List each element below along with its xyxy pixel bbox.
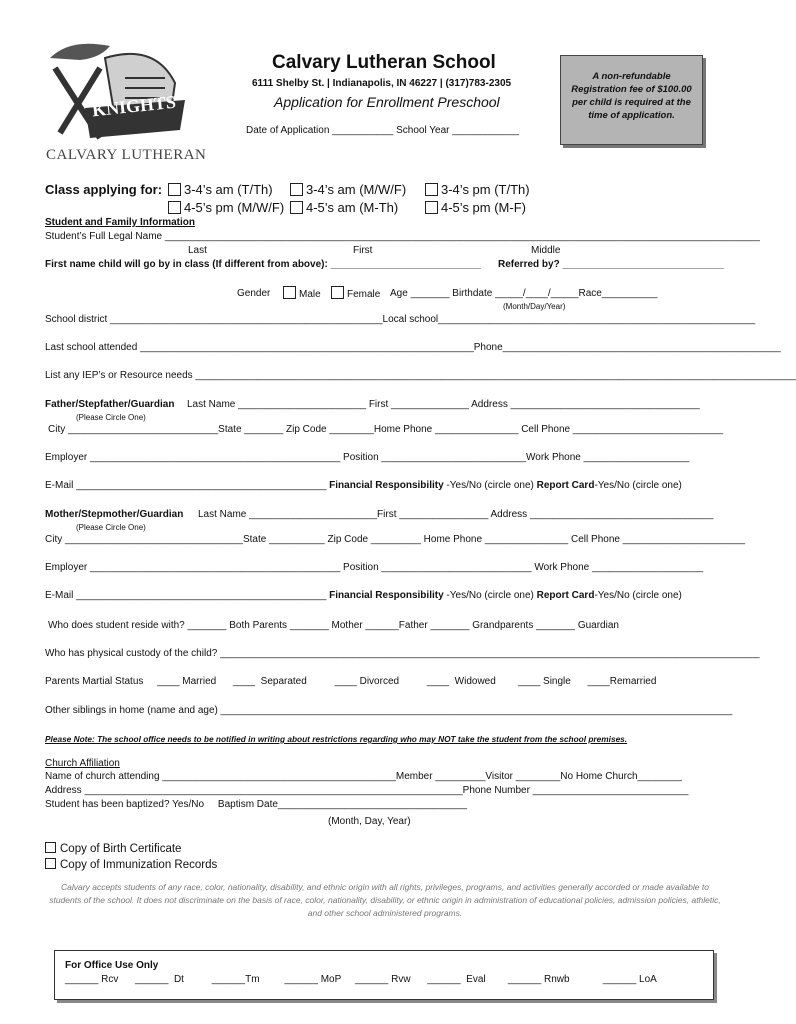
middle-label: Middle	[531, 245, 561, 256]
father-label: Father/Stepfather/Guardian	[45, 399, 175, 410]
last-label: Last	[188, 245, 207, 256]
office-use-title: For Office Use Only	[65, 960, 159, 971]
non-discrimination-statement: Calvary accepts students of any race, color, nationality, disability, and ethnic origin with all rights, privileges, programs, and activities generally accorded or made available to students of the school. It does not discriminate on the basis of race, color, nationality, disability, or ethnic origin in administration of educational policies, admission policies, athletic, and other school administered programs.	[49, 882, 721, 918]
class-option-3[interactable]: 3-4’s pm (T/Th)	[425, 182, 530, 197]
checkbox-icon[interactable]	[283, 286, 296, 299]
gender-label: Gender	[237, 288, 271, 299]
birthdate-format-hint: (Month/Day/Year)	[503, 302, 566, 311]
custody-field[interactable]: Who has physical custody of the child? _________________________________________________________________________________________________	[45, 648, 760, 659]
father-email-row[interactable]	[45, 480, 682, 491]
form-title: Application for Enrollment Preschool	[274, 94, 500, 110]
mother-report-card-label: Report Card	[536, 590, 595, 601]
church-heading: Church Affiliation	[45, 758, 120, 769]
logo-caption: CALVARY LUTHERAN	[46, 147, 207, 163]
class-option-4[interactable]: 4-5’s pm (M/W/F)	[168, 200, 284, 215]
pickup-restriction-note: Please Note: The school office needs to be notified in writing about restrictions regarding who may NOT take the student from the school premises.	[45, 734, 628, 744]
church-name-field[interactable]: Name of church attending __________________________________________Member _________Visitor ________No Home Church________	[45, 771, 682, 782]
father-name-address-field[interactable]: Last Name _______________________ First ______________ Address __________________________________	[187, 399, 700, 410]
school-district-field[interactable]: School district _________________________________________________Local school_________________________________________________________	[45, 314, 756, 325]
mother-employer-field[interactable]: Employer _____________________________________________ Position ___________________________ Work Phone ____________________	[45, 562, 704, 573]
checkbox-icon[interactable]	[45, 858, 56, 869]
last-school-field[interactable]: Last school attended ____________________________________________________________Phone__________________________________________________	[45, 342, 781, 353]
checkbox-icon[interactable]	[168, 183, 181, 196]
baptism-field[interactable]: Student has been baptized? Yes/No Baptism Date__________________________________	[45, 799, 468, 810]
gender-female-option[interactable]: Female	[331, 286, 380, 300]
class-option-5[interactable]: 4-5’s am (M-Th)	[290, 200, 398, 215]
mother-email-field[interactable]: E-Mail _____________________________________________	[45, 590, 327, 601]
church-address-field[interactable]: Address ____________________________________________________________________Phone Number ____________________________	[45, 785, 689, 796]
first-label: First	[353, 245, 373, 256]
father-report-card-label: Report Card	[536, 480, 595, 491]
class-option-1[interactable]: 3-4’s am (T/Th)	[168, 182, 273, 197]
father-financial-value[interactable]: -Yes/No (circle one)	[443, 480, 537, 491]
birth-certificate-item[interactable]: Copy of Birth Certificate	[45, 842, 181, 855]
school-name: Calvary Lutheran School	[272, 52, 496, 73]
student-legal-name-field[interactable]: Student’s Full Legal Name ___________________________________________________________________________________________________________	[45, 231, 760, 242]
mother-financial-value[interactable]: -Yes/No (circle one)	[443, 590, 537, 601]
siblings-field[interactable]: Other siblings in home (name and age) ____________________________________________________________________________________________	[45, 705, 733, 716]
gender-male-option[interactable]: Male	[283, 286, 321, 300]
age-birthdate-race-field[interactable]: Age _______ Birthdate _____/____/_____Race__________	[390, 288, 658, 299]
baptism-date-hint: (Month, Day, Year)	[328, 816, 411, 827]
mother-report-card-value[interactable]: -Yes/No (circle one)	[594, 590, 682, 601]
father-financial-label: Financial Responsibility	[329, 480, 444, 491]
marital-status-field[interactable]: Parents Martial Status ____ Married ____ Separated ____ Divorced ____ Widowed ____ Single ____Remarried	[45, 676, 657, 687]
school-address: 6111 Shelby St. | Indianapolis, IN 46227 | (317)783-2305	[252, 78, 512, 89]
mother-circle-hint: (Please Circle One)	[76, 523, 146, 532]
mother-label: Mother/Stepmother/Guardian	[45, 509, 184, 520]
checkbox-icon[interactable]	[45, 842, 56, 853]
office-use-box	[54, 950, 714, 1000]
class-option-6[interactable]: 4-5’s pm (M-F)	[425, 200, 526, 215]
checkbox-icon[interactable]	[168, 201, 181, 214]
office-use-fields[interactable]: ______ Rcv ______ Dt ______Tm ______ MoP ______ Rvw ______ Eval ______ Rnwb ______ LoA	[65, 974, 657, 985]
checkbox-icon[interactable]	[290, 201, 303, 214]
class-option-2[interactable]: 3-4’s am (M/W/F)	[290, 182, 406, 197]
mother-email-row[interactable]	[45, 590, 682, 601]
referred-by-field[interactable]: Referred by? _____________________________	[498, 259, 724, 270]
registration-fee-notice: A non-refundable Registration fee of $100.00 per child is required at the time of application.	[560, 55, 703, 145]
date-of-application-line: Date of Application ___________ School Year ____________	[246, 125, 520, 136]
mother-financial-label: Financial Responsibility	[329, 590, 444, 601]
father-circle-hint: (Please Circle One)	[76, 413, 146, 422]
mother-name-address-field[interactable]: Last Name _______________________First ________________ Address _________________________________	[198, 509, 714, 520]
checkbox-icon[interactable]	[425, 201, 438, 214]
checkbox-icon[interactable]	[290, 183, 303, 196]
father-report-card-value[interactable]: -Yes/No (circle one)	[594, 480, 682, 491]
student-section-heading: Student and Family Information	[45, 217, 196, 228]
immunization-item[interactable]: Copy of Immunization Records	[45, 858, 217, 871]
checkbox-icon[interactable]	[331, 286, 344, 299]
father-city-phone-field[interactable]: City ___________________________State _______ Zip Code ________Home Phone _______________ Cell Phone ___________________________	[48, 424, 724, 435]
logo-banner-text: KNIGHTS	[91, 91, 177, 121]
father-email-field[interactable]: E-Mail _____________________________________________	[45, 480, 327, 491]
iep-field[interactable]: List any IEP’s or Resource needs ____________________________________________________________________________________________________________	[45, 370, 796, 381]
checkbox-icon[interactable]	[425, 183, 438, 196]
reside-with-field[interactable]: Who does student reside with? _______ Both Parents _______ Mother ______Father _______ Grandparents _______ Guardian	[48, 620, 619, 631]
father-employer-field[interactable]: Employer _____________________________________________ Position __________________________Work Phone ___________________	[45, 452, 690, 463]
class-label: Class applying for:	[45, 182, 163, 197]
first-name-go-by-field[interactable]: First name child will go by in class (If different from above): ___________________________	[45, 259, 481, 270]
mother-city-phone-field[interactable]: City ________________________________State __________ Zip Code _________ Home Phone _______________ Cell Phone ______________________	[45, 534, 746, 545]
